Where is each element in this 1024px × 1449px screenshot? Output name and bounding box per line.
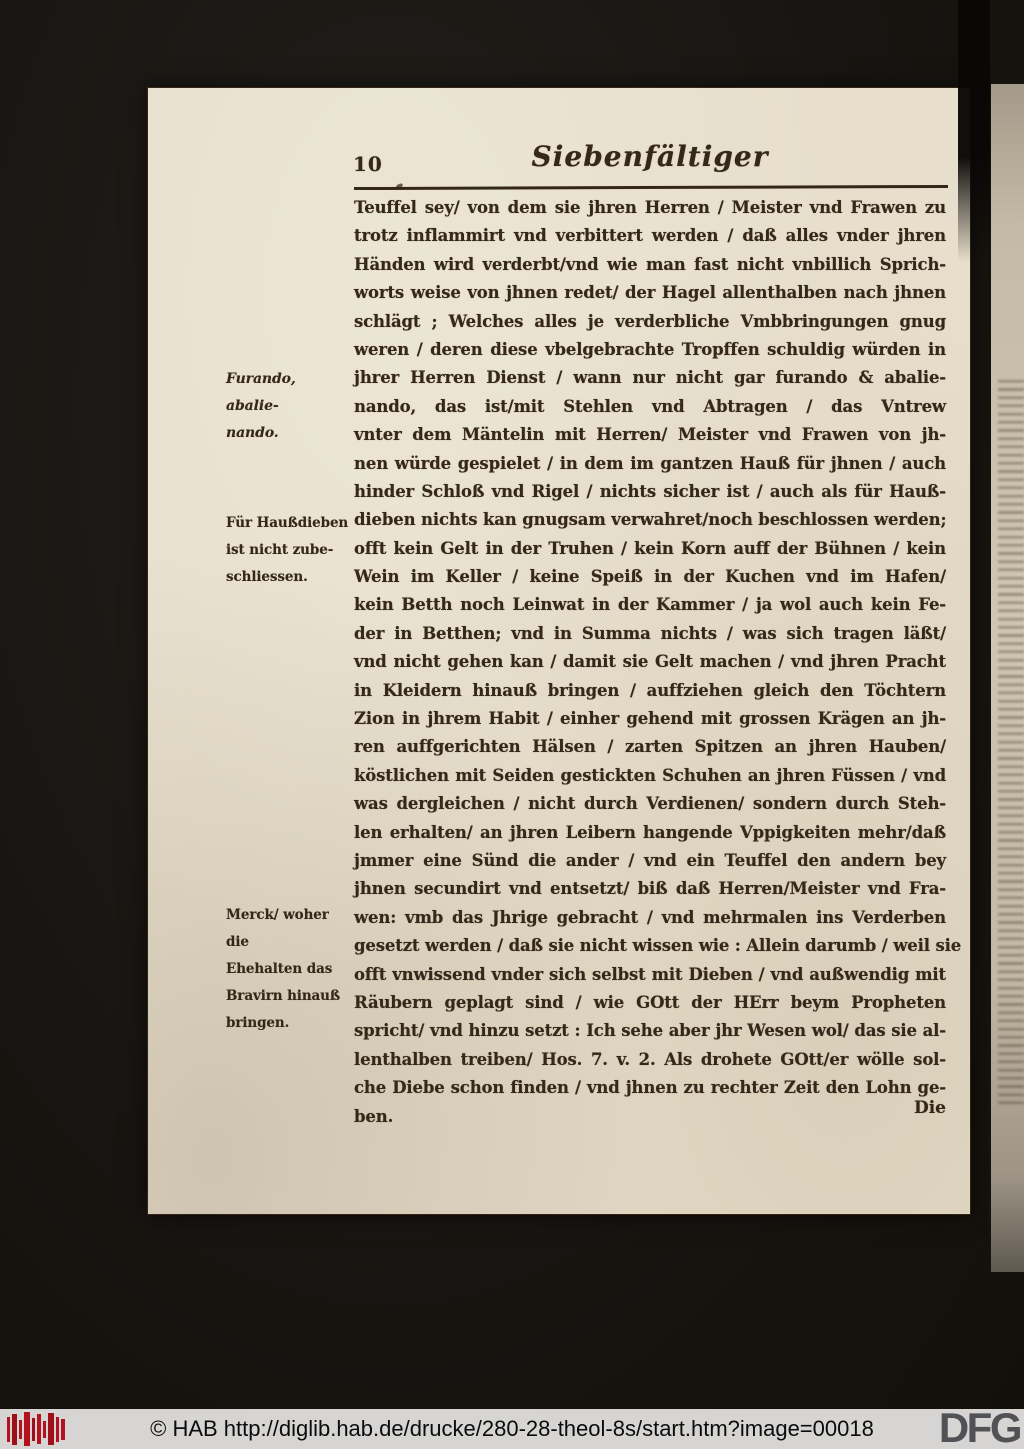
body-line: jmmer eine Sünd die ander / vnd ein Teuffel den andern bey [354,850,946,870]
viewer-footer-bar [0,1404,1024,1449]
body-line: offt vnwissend vnder sich selbst mit Dieben / vnd außwendig mit [354,964,946,984]
margin-note-line: ist nicht zube- [226,542,334,558]
margin-note-line: Für Haußdieben [226,515,349,531]
facing-page-showthrough-text [998,380,1024,1110]
margin-note-line: Furando, abalie- [226,371,296,414]
page-number: 10 [353,152,383,176]
margin-note-hausdieben [226,510,352,591]
header-rule [354,185,948,190]
catchword: Die [913,1098,946,1118]
hab-logo-icon [6,1411,68,1447]
margin-note-line: Ehehalten das [226,961,333,977]
body-line: Wein im Keller / keine Speiß in der Kuchen vnd im Hafen/ [354,567,946,587]
body-line: vnd nicht gehen kan / damit sie Gelt machen / vnd jhren Pracht [354,652,946,672]
body-line: Teuffel sey/ von dem sie jhren Herren / Meister vnd Frawen zu [354,198,946,217]
facing-page-edge [988,84,1024,1272]
body-line: wen: vmb das Jhrige gebracht / vnd mehrmalen ins Verderben [354,907,946,927]
body-line: ren auffgerichten Hälsen / zarten Spitzen an jhren Hauben/ [354,737,946,757]
body-text-block [354,194,962,1131]
body-line: Händen wird verderbt/vnd wie man fast nicht vnbillich Sprich- [354,254,946,274]
margin-note-merck [226,902,352,1037]
body-line: vnter dem Mäntelin mit Herren/ Meister vnd Frawen von jh- [354,425,946,445]
body-line: jhnen secundirt vnd entsetzt/ biß daß Herren/Meister vnd Fra- [354,879,946,899]
body-line: len erhalten/ an jhren Leibern hangende Vppigkeiten mehr/daß [354,822,946,842]
body-line: nando, das ist/mit Stehlen vnd Abtragen / das Vntrew [354,396,946,416]
body-line: ben. [354,1106,394,1126]
copyright-url-text: © HAB http://diglib.hab.de/drucke/280-28-theol-8s/start.htm?image=00018 [150,1416,874,1441]
margin-note-furando [226,366,352,447]
body-line: Räubern geplagt sind / wie GOtt der HErr beym Propheten [354,992,946,1012]
body-line: spricht/ vnd hinzu setzt : Ich sehe aber jhr Wesen wol/ das sie al- [354,1021,946,1041]
margin-note-line: bringen. [226,1015,290,1031]
body-line: trotz inflammirt vnd verbittert werden / daß alles vnder jhren [354,226,946,246]
body-line: weren / deren diese vbelgebrachte Tropffen schuldig würden in [354,339,946,359]
margin-note-line: Bravirn hinauß [226,988,341,1004]
margin-note-line: Merck/ woher die [226,907,329,950]
body-line: worts weise von jhnen redet/ der Hagel allenthalben nach jhnen [354,283,946,303]
dfg-logo: DFG [938,1404,1020,1449]
body-line: Zion in jhrem Habit / einher gehend mit grossen Krägen an jh- [354,709,946,729]
body-line: kein Betth noch Leinwat in der Kammer / ja wol auch kein Fe- [354,595,946,615]
body-line: nen würde gespielet / in dem im gantzen Hauß für jhnen / auch [354,453,946,473]
body-line: schlägt ; Welches alles je verderbliche Vmbbringungen gnug [354,311,946,331]
body-line: gesetzt werden / daß sie nicht wissen wie : Allein darumb / weil sie [354,936,962,956]
body-line: hinder Schloß vnd Rigel / nichts sicher ist / auch als für Hauß- [354,481,946,501]
margin-note-line: nando. [226,425,279,441]
body-line: köstlichen mit Seiden gestickten Schuhen an jhren Füssen / vnd [354,765,946,785]
body-line: offt kein Gelt in der Truhen / kein Korn auff der Bühnen / kein [354,538,946,558]
body-line: was dergleichen / nicht durch Verdienen/ sondern durch Steh- [354,794,946,814]
running-title: Siebenfältiger [531,140,769,173]
body-line: lenthalben treiben/ Hos. 7. v. 2. Als drohete GOtt/er wölle sol- [354,1049,946,1069]
body-line: che Diebe schon finden / vnd jhnen zu rechter Zeit den Lohn ge- [354,1078,946,1098]
body-line: in Kleidern hinauß bringen / auffziehen gleich den Töchtern [354,680,946,700]
margin-note-line: schliessen. [226,569,308,585]
body-line: der in Betthen; vnd in Summa nichts / was sich tragen läßt/ [354,623,946,643]
book-edge-shadow [958,0,990,262]
body-line: dieben nichts kan gnugsam verwahret/noch beschlossen werden; [354,510,947,530]
scanned-page-image[interactable] [148,88,970,1214]
body-line: jhrer Herren Dienst / wann nur nicht gar furando & abalie- [354,368,946,388]
